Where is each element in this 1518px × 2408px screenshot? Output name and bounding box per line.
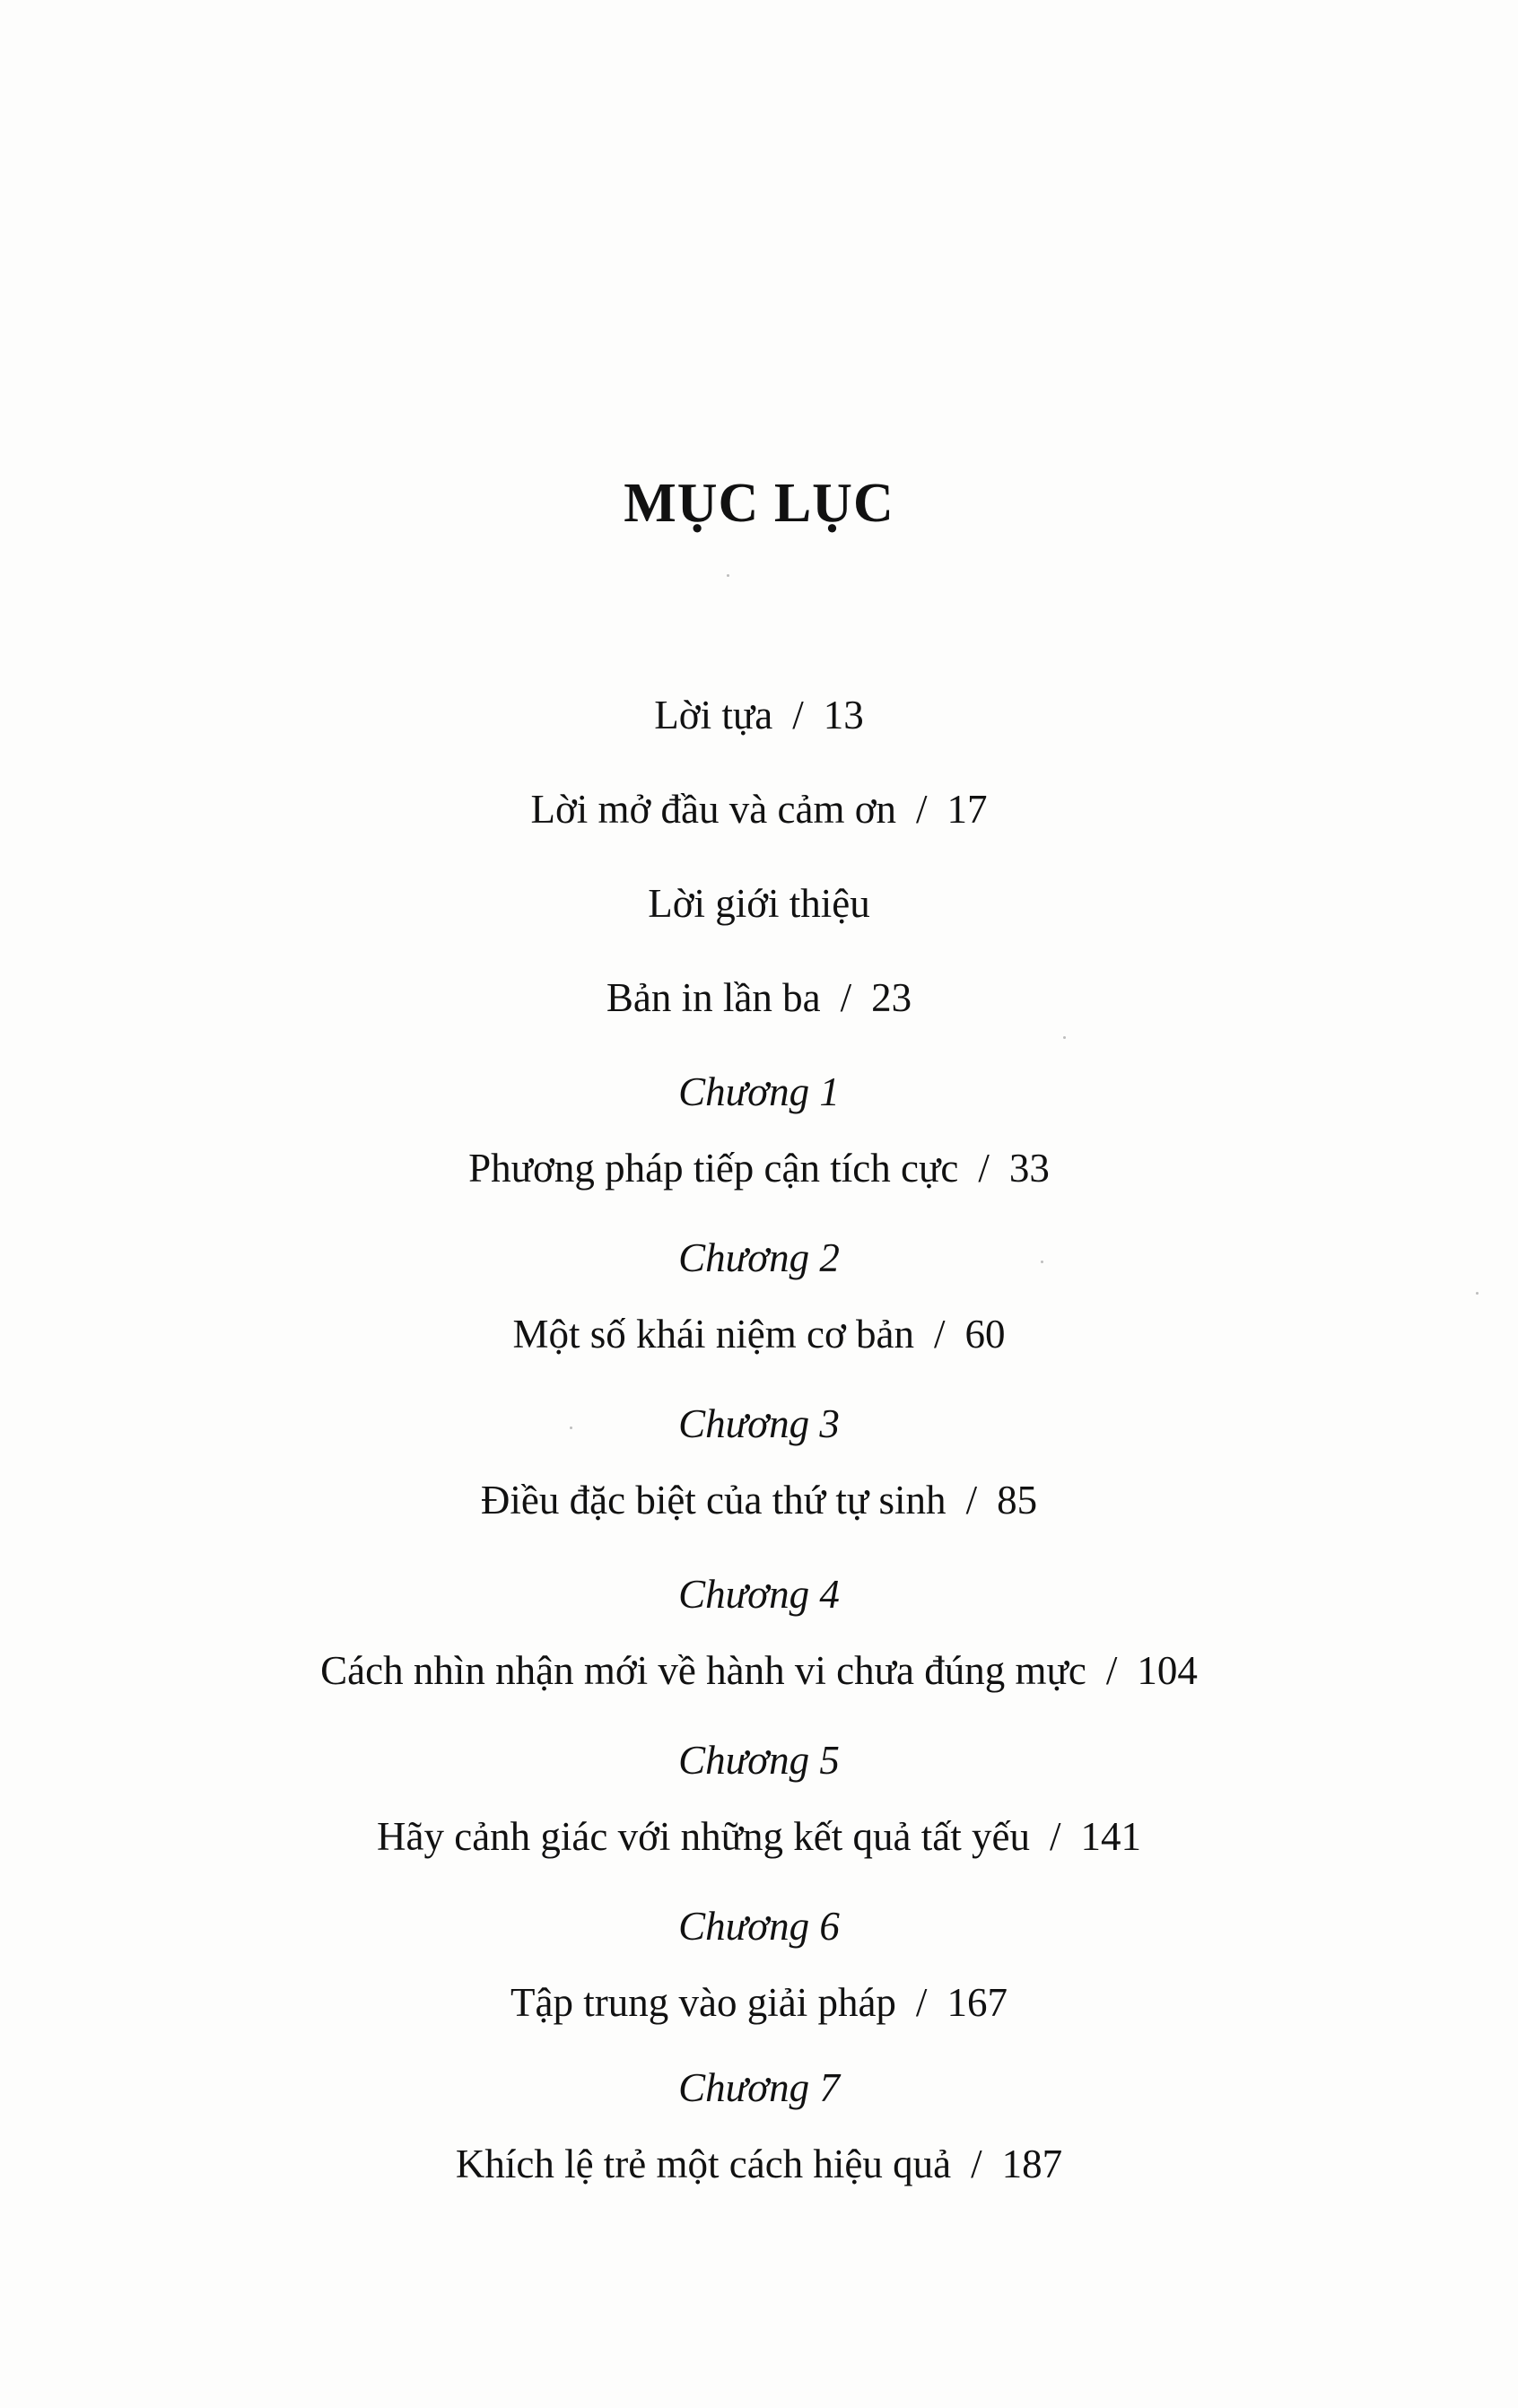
toc-entry-chapter-1 <box>0 1148 1518 1189</box>
scan-speck <box>727 574 729 577</box>
entry-label: Cách nhìn nhận mới về hành vi chưa đúng mực <box>320 1648 1086 1693</box>
toc-entry-chapter-5 <box>0 1814 1518 1859</box>
toc-entry-chapter-7 <box>0 2144 1518 2185</box>
entry-separator: / <box>792 693 804 737</box>
entry-separator: / <box>840 975 852 1020</box>
entry-separator: / <box>1105 1648 1118 1693</box>
entry-label: Hãy cảnh giác với những kết quả tất yếu <box>377 1814 1030 1859</box>
chapter-heading-2: Chương 2 <box>678 1235 840 1280</box>
scan-speck <box>1476 1292 1479 1295</box>
chapter-heading-3: Chương 3 <box>678 1401 840 1446</box>
toc-entry-introduction <box>0 881 1518 926</box>
entry-page-number: 17 <box>947 787 988 832</box>
toc-entry-foreword-acknowledgements <box>0 787 1518 832</box>
entry-page-number: 85 <box>997 1478 1038 1522</box>
entry-page-number: 23 <box>871 975 912 1020</box>
toc-entry-chapter-3 <box>0 1480 1518 1521</box>
entry-label: Tập trung vào giải pháp <box>510 1980 896 2025</box>
entry-label: Lời tựa <box>654 693 773 737</box>
entry-label: Một số khái niệm cơ bản <box>512 1312 914 1357</box>
entry-label: Lời mở đầu và cảm ơn <box>530 787 896 832</box>
entry-page-number: 141 <box>1080 1814 1141 1859</box>
entry-separator: / <box>1049 1814 1061 1859</box>
toc-entry-chapter-2 <box>0 1314 1518 1355</box>
scan-speck <box>1063 1036 1066 1039</box>
toc-entry-chapter-4 <box>0 1648 1518 1693</box>
entry-separator: / <box>971 2142 982 2186</box>
entry-page-number: 104 <box>1137 1648 1198 1693</box>
chapter-heading-7: Chương 7 <box>678 2065 840 2110</box>
chapter-heading-5: Chương 5 <box>678 1738 840 1783</box>
entry-separator: / <box>916 787 928 832</box>
entry-page-number: 13 <box>823 693 864 737</box>
chapter-heading-1: Chương 1 <box>678 1069 840 1114</box>
toc-entry-preface <box>0 695 1518 736</box>
entry-label: Khích lệ trẻ một cách hiệu quả <box>455 2142 952 2186</box>
toc-title: MỤC LỤC <box>624 473 894 534</box>
entry-label: Điều đặc biệt của thứ tự sinh <box>480 1478 947 1522</box>
entry-label: Lời giới thiệu <box>648 881 870 926</box>
entry-label: Phương pháp tiếp cận tích cực <box>468 1146 959 1191</box>
entry-separator: / <box>933 1312 946 1357</box>
entry-page-number: 60 <box>964 1312 1006 1357</box>
scan-speck <box>570 1426 572 1429</box>
chapter-heading-6: Chương 6 <box>678 1904 840 1949</box>
toc-entry-third-edition <box>0 975 1518 1020</box>
entry-page-number: 33 <box>1008 1146 1050 1191</box>
entry-separator: / <box>965 1478 978 1522</box>
chapter-heading-4: Chương 4 <box>678 1572 840 1617</box>
entry-page-number: 167 <box>947 1980 1008 2025</box>
toc-entry-chapter-6 <box>0 1980 1518 2025</box>
entry-page-number: 187 <box>1001 2142 1063 2186</box>
entry-separator: / <box>978 1146 990 1191</box>
scan-speck <box>1041 1261 1043 1263</box>
entry-label: Bản in lần ba <box>606 975 821 1020</box>
entry-separator: / <box>915 1980 928 2025</box>
